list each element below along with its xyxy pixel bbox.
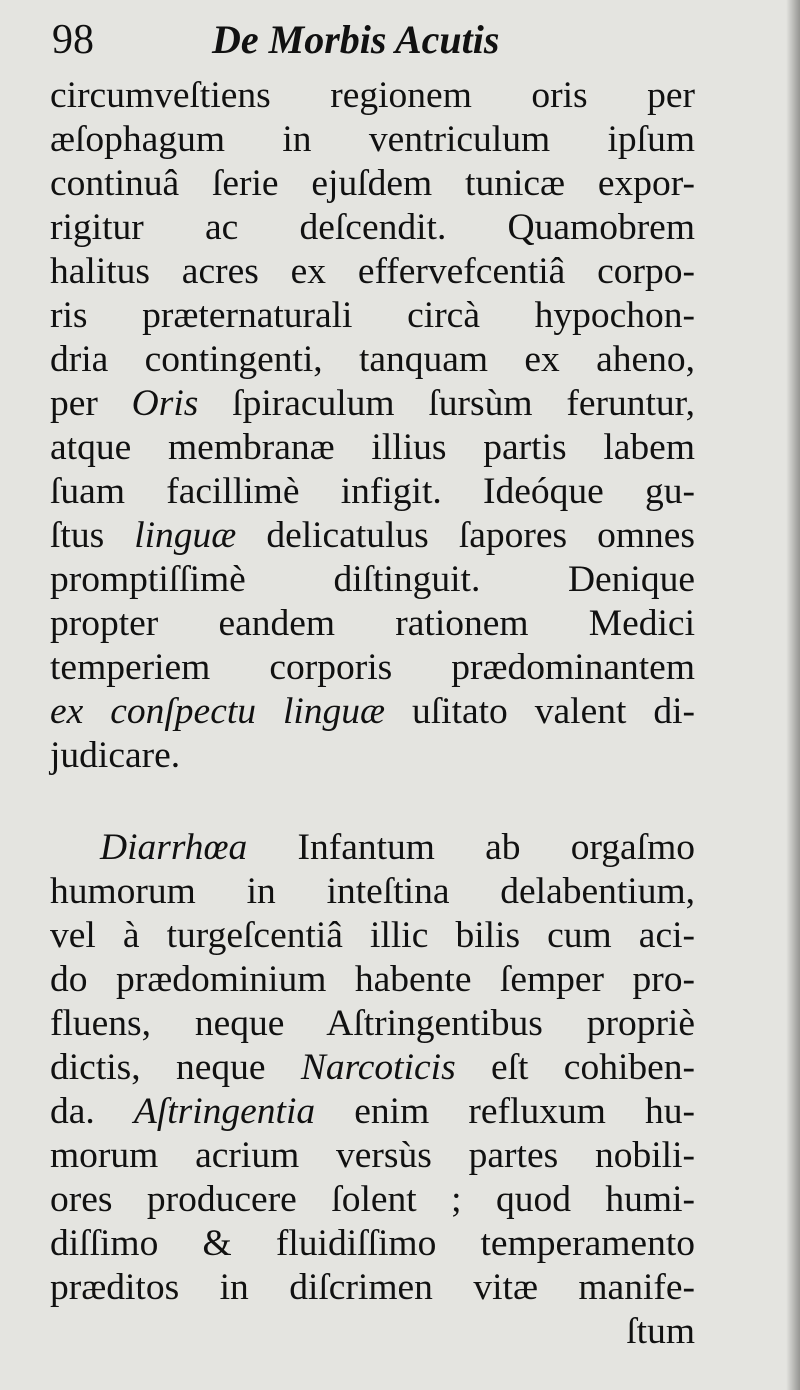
text-line: continuâ ſerie ejuſdem tunicæ expor- <box>50 163 695 204</box>
text-line <box>50 690 695 734</box>
paragraph-1 <box>50 74 695 778</box>
text-line: æſophagum in ventriculum ipſum <box>50 119 695 160</box>
text-line: halitus acres ex effervefcentiâ corpo- <box>50 251 695 292</box>
italic-term: Aſtringentia <box>133 1091 316 1132</box>
text-run: uſitato valent di- <box>385 691 695 732</box>
text-line: judicare. <box>50 735 181 776</box>
text-line <box>50 826 695 870</box>
text-line: ſuam facillimè infigit. Ideóque gu- <box>50 471 695 512</box>
italic-term: Diarrhœa <box>100 827 248 868</box>
text-line: circumveſtiens regionem oris per <box>50 75 695 116</box>
text-line: fluens, neque Aſtringentibus propriè <box>50 1003 695 1044</box>
text-run: ſtus <box>50 515 135 556</box>
text-run: eſt cohiben- <box>455 1047 695 1088</box>
text-line: vel à turgeſcentiâ illic bilis cum aci- <box>50 915 695 956</box>
text-run: dictis, neque <box>50 1047 301 1088</box>
page-edge-shadow <box>786 0 800 1390</box>
text-line <box>50 382 695 426</box>
text-line: propter eandem rationem Medici <box>50 603 695 644</box>
italic-term: Oris <box>131 383 199 424</box>
text-line: do prædominium habente ſemper pro- <box>50 959 695 1000</box>
text-line: dria contingenti, tanquam ex aheno, <box>50 339 695 380</box>
text-line: temperiem corporis prædominantem <box>50 647 695 688</box>
page-header <box>52 10 652 70</box>
text-line <box>50 1090 695 1134</box>
italic-term: linguæ <box>134 515 237 556</box>
italic-term: Narcoticis <box>300 1047 456 1088</box>
text-run: Infantum ab orgaſmo <box>247 827 695 868</box>
page-number: 98 <box>52 17 94 63</box>
text-line: ris præternaturali circà hypochon- <box>50 295 695 336</box>
text-line: rigitur ac deſcendit. Quamobrem <box>50 207 695 248</box>
paragraph-2 <box>50 826 695 1354</box>
text-run: da. <box>50 1091 134 1132</box>
text-line <box>50 1046 695 1090</box>
text-line: ores producere ſolent ; quod humi- <box>50 1179 695 1220</box>
text-line: promptiſſimè diſtinguit. Denique <box>50 559 695 600</box>
text-line: atque membranæ illius partis labem <box>50 427 695 468</box>
running-head: De Morbis Acutis <box>212 17 500 62</box>
text-run: ſpiraculum ſursùm feruntur, <box>198 383 695 424</box>
text-line: humorum in inteſtina delabentium, <box>50 871 695 912</box>
text-line: morum acrium versùs partes nobili- <box>50 1135 695 1176</box>
text-line: præditos in diſcrimen vitæ manife- <box>50 1267 695 1308</box>
text-line: diſſimo & fluidiſſimo temperamento <box>50 1223 695 1264</box>
catchword: ſtum <box>626 1311 695 1352</box>
text-run: per <box>50 383 132 424</box>
text-line <box>50 514 695 558</box>
text-run: enim refluxum hu- <box>315 1091 695 1132</box>
text-run: delicatulus ſapores omnes <box>236 515 695 556</box>
italic-term: ex conſpectu linguæ <box>50 691 386 732</box>
